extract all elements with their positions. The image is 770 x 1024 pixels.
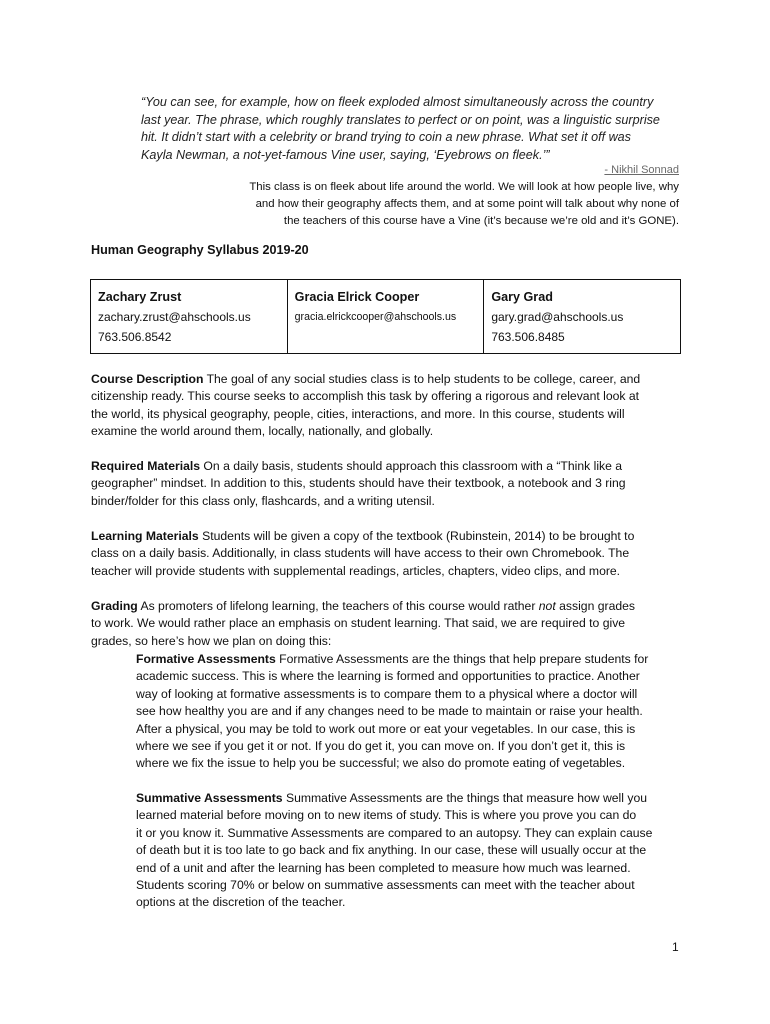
paragraph-line — [136, 651, 696, 668]
paragraph-text: Students will be given a copy of the textbook (Rubinstein, 2014) to be brought to — [198, 529, 635, 543]
paragraph-text: Formative Assessments are the things that help prepare students for — [275, 652, 649, 666]
paragraph-line: see how healthy you are and if any changes need to be made to maintain or raise your health. — [136, 704, 643, 719]
intro-line: the teachers of this course have a Vine (it’s because we’re old and it’s GONE). — [283, 215, 679, 227]
paragraph-line: learned material before moving on to new items of study. This is where you prove you can do — [136, 808, 637, 823]
paragraph-line: it or you know it. Summative Assessments are compared to an autopsy. They can explain cause — [136, 825, 653, 840]
paragraph-text: As promoters of lifelong learning, the teachers of this course would rather — [137, 599, 539, 613]
paragraph-text: The goal of any social studies class is to help students to be college, career, and — [203, 372, 641, 386]
intro-line: This class is on fleek about life around the world. We will look at how people live, why — [249, 181, 679, 193]
paragraph-line: grades, so here’s how we plan on doing this: — [91, 633, 332, 648]
page-number: 1 — [672, 940, 679, 954]
learning-materials-section — [91, 528, 691, 580]
intro-line: and how their geography affects them, and at some point will talk about why none of — [255, 198, 679, 210]
paragraph-line: where we fix the issue to help you be successful; we also do promote eating of vegetables. — [136, 756, 626, 771]
formative-assessments-section — [136, 651, 696, 773]
teacher-name: Zachary Zrust — [98, 290, 182, 304]
section-heading: Grading — [91, 599, 138, 613]
teacher-contact-table — [90, 279, 681, 354]
paragraph-line: options at the discretion of the teacher. — [136, 895, 346, 910]
section-heading: Formative Assessments — [136, 652, 276, 666]
teacher-cell — [484, 280, 681, 354]
paragraph-line: citizenship ready. This course seeks to accomplish this task by offering a rigorous and relevant look at — [91, 389, 640, 404]
table-row — [91, 280, 681, 354]
section-heading: Course Description — [91, 372, 204, 386]
teacher-phone: 763.506.8542 — [98, 330, 172, 344]
paragraph-line — [91, 371, 691, 388]
paragraph-line: of death but it is too late to go back and fix anything. In our case, these will usually occur at the — [136, 843, 647, 858]
teacher-email: gary.grad@ahschools.us — [491, 310, 624, 324]
teacher-cell — [91, 280, 288, 354]
paragraph-line: class on a daily basis. Additionally, in class students will have access to their own Chromebook. The — [91, 546, 630, 561]
intro-paragraph — [219, 179, 679, 230]
teacher-name: Gary Grad — [491, 290, 553, 304]
paragraph-line: geographer” mindset. In addition to this, students should have their textbook, a notebook and 3 ring — [91, 476, 626, 491]
syllabus-title: Human Geography Syllabus 2019-20 — [91, 243, 309, 257]
quote-line: Kayla Newman, a not-yet-famous Vine user, saying, ‘Eyebrows on fleek.’” — [141, 147, 550, 162]
teacher-cell — [287, 280, 484, 354]
paragraph-text: On a daily basis, students should approach this classroom with a “Think like a — [200, 459, 623, 473]
section-heading: Required Materials — [91, 459, 201, 473]
paragraph-line — [91, 458, 691, 475]
course-description-section — [91, 371, 691, 441]
paragraph-line: end of a unit and after the learning has been completed to measure how much was learned. — [136, 860, 631, 875]
paragraph-line: Students scoring 70% or below on summative assessments can meet with the teacher about — [136, 878, 635, 893]
paragraph-line: the world, its physical geography, people, cities, interactions, and more. In this course, students will — [91, 406, 625, 421]
teacher-name: Gracia Elrick Cooper — [294, 290, 420, 304]
quote-attribution-link[interactable]: - Nikhil Sonnad — [604, 164, 679, 176]
paragraph-line: where we see if you get it or not. If you do get it, you can move on. If you don’t get it, this is — [136, 739, 626, 754]
summative-assessments-section — [136, 790, 696, 912]
paragraph-line: binder/folder for this class only, flashcards, and a writing utensil. — [91, 493, 435, 508]
paragraph-line — [91, 598, 691, 615]
quote-line: last year. The phrase, which roughly translates to perfect or on point, was a linguistic surprise — [141, 112, 660, 127]
teacher-email: gracia.elrickcooper@ahschools.us — [294, 311, 457, 323]
paragraph-line: examine the world around them, locally, nationally, and globally. — [91, 424, 434, 439]
paragraph-line: After a physical, you may be told to work out more or eat your vegetables. In our case, this is — [136, 721, 636, 736]
paragraph-text: assign grades — [555, 599, 636, 613]
paragraph-line — [91, 528, 691, 545]
paragraph-line: way of looking at formative assessments is to compare them to a physical where a doctor will — [136, 686, 638, 701]
paragraph-line: teacher will provide students with supplemental readings, articles, chapters, video clips, and more. — [91, 563, 621, 578]
quote-line: hit. It didn’t start with a celebrity or brand trying to coin a new phrase. What set it off was — [141, 130, 631, 145]
paragraph-line: academic success. This is where the learning is formed and opportunities to practice. Another — [136, 669, 640, 684]
emphasis-text: not — [538, 599, 556, 613]
paragraph-line — [136, 790, 696, 807]
section-heading: Summative Assessments — [136, 791, 283, 805]
teacher-phone: 763.506.8485 — [491, 330, 565, 344]
paragraph-line: to work. We would rather place an emphasis on student learning. That said, we are required to give — [91, 616, 626, 631]
section-heading: Learning Materials — [91, 529, 199, 543]
required-materials-section — [91, 458, 691, 510]
quote-line: “You can see, for example, how on fleek exploded almost simultaneously across the country — [141, 95, 654, 109]
grading-section — [91, 598, 691, 650]
epigraph-quote — [141, 94, 681, 164]
teacher-email: zachary.zrust@ahschools.us — [98, 310, 251, 324]
paragraph-text: Summative Assessments are the things that measure how well you — [282, 791, 648, 805]
